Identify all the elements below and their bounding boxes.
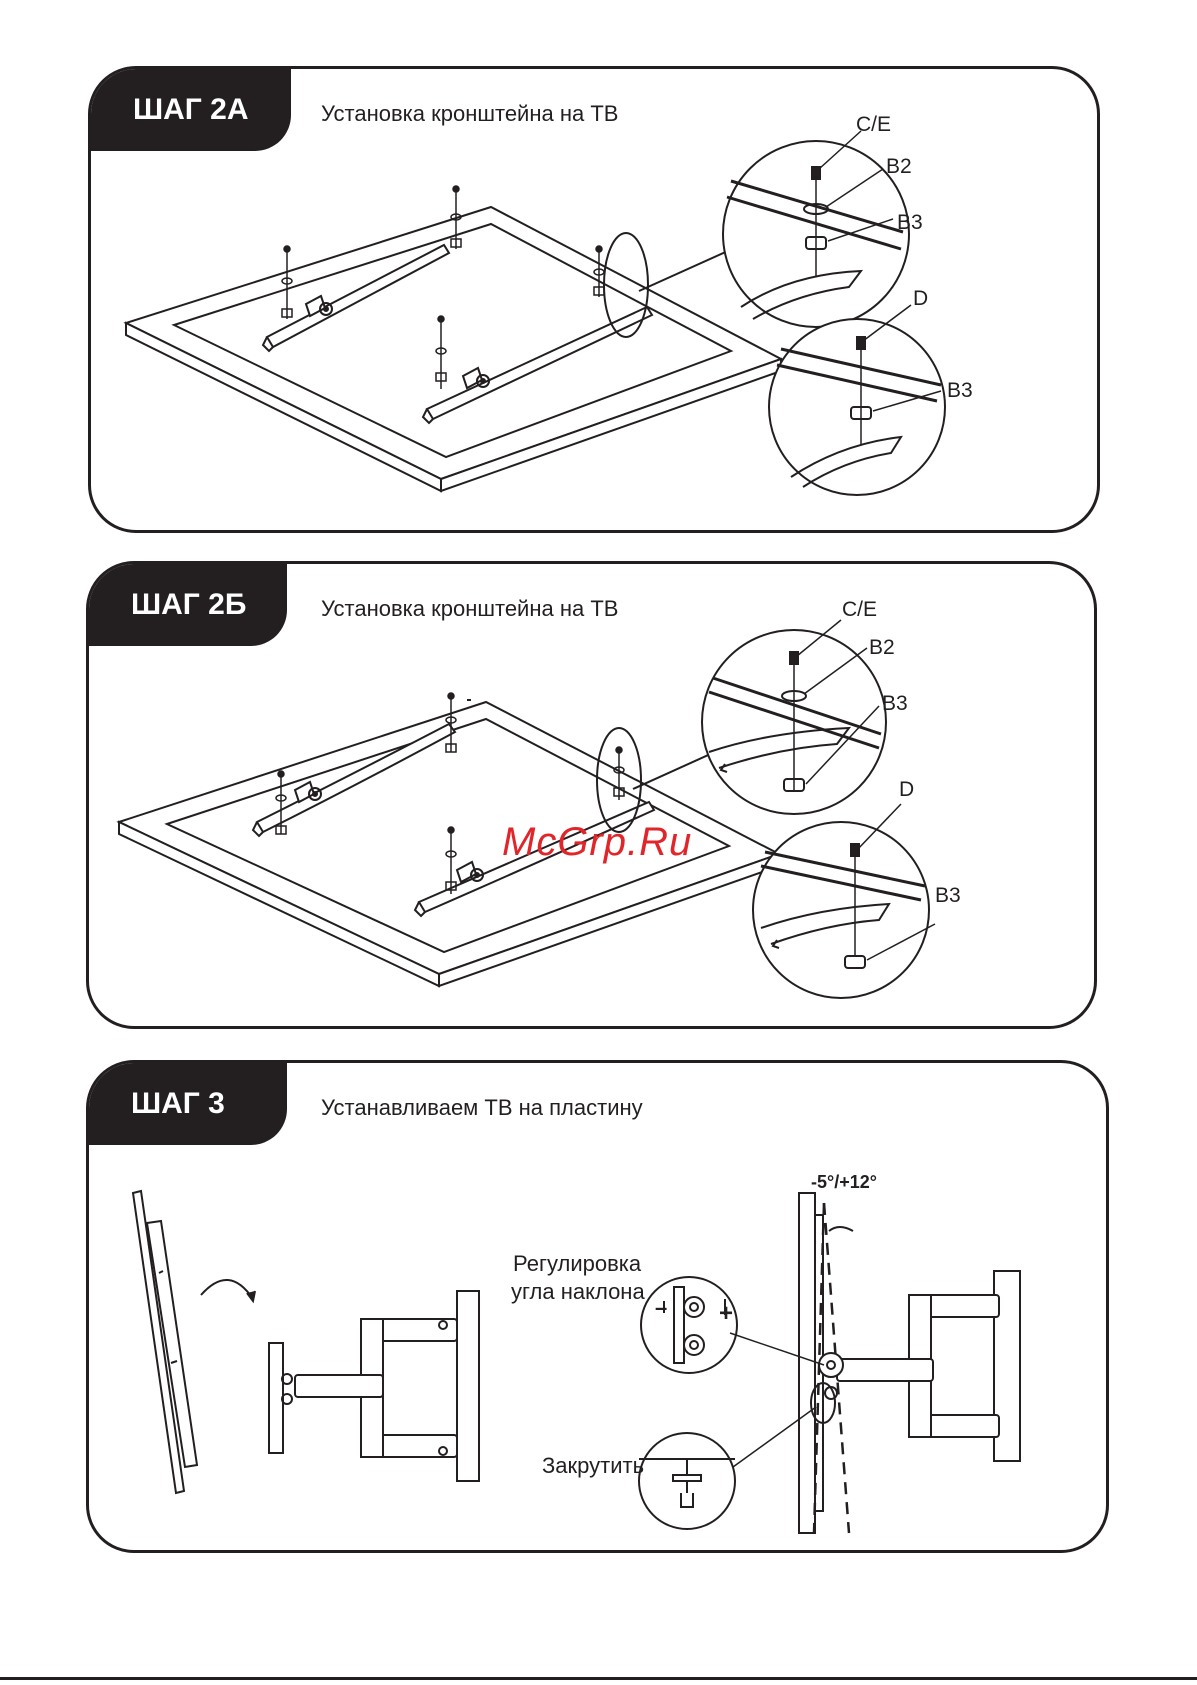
callout-b3-top: B3 — [882, 692, 908, 715]
tilt-adjust-label-1: Регулировка — [513, 1251, 642, 1276]
step-2a-title: Установка кронштейна на ТВ — [321, 101, 619, 126]
callout-ce: C/E — [856, 113, 892, 136]
tv-back-panel — [126, 207, 781, 479]
step-2a-panel — [88, 66, 1100, 533]
step-2a-label: ШАГ 2А — [91, 69, 291, 151]
tilt-range-label: -5°/+12° — [811, 1172, 877, 1192]
callout-b2: B2 — [886, 155, 912, 178]
mounted-tv-side — [799, 1193, 815, 1533]
callout-b3-bottom: B3 — [947, 379, 973, 402]
wall-plate — [457, 1291, 479, 1481]
callout-b3-top: B3 — [897, 211, 923, 234]
curved-arrow-icon — [201, 1280, 253, 1299]
step-3-panel — [86, 1060, 1109, 1553]
step-2a-illustration — [91, 69, 1100, 533]
callout-b2: B2 — [869, 636, 895, 659]
tighten-label: Закрутить — [542, 1453, 645, 1478]
callout-d: D — [913, 287, 929, 310]
step-3-label: ШАГ 3 — [89, 1063, 287, 1145]
step-2b-illustration — [89, 564, 1097, 1029]
zoom-circle-bottom — [753, 822, 929, 998]
callout-ce: C/E — [842, 598, 878, 621]
callout-b3-bottom: B3 — [935, 884, 961, 907]
bottom-rule — [0, 1677, 1197, 1680]
step-2b-label: ШАГ 2Б — [89, 564, 287, 646]
step-2b-title: Установка кронштейна на ТВ — [321, 596, 619, 621]
step-3-title: Устанавливаем ТВ на пластину — [321, 1095, 643, 1120]
minus-sign: – — [655, 1295, 668, 1320]
callout-d: D — [899, 778, 915, 801]
step-3-illustration — [89, 1063, 1109, 1553]
step-2b-panel — [86, 561, 1097, 1029]
tilt-adjust-label-2: угла наклона — [511, 1279, 645, 1304]
plus-sign: + — [719, 1300, 734, 1327]
watermark-text: McGrp.Ru — [502, 820, 693, 864]
